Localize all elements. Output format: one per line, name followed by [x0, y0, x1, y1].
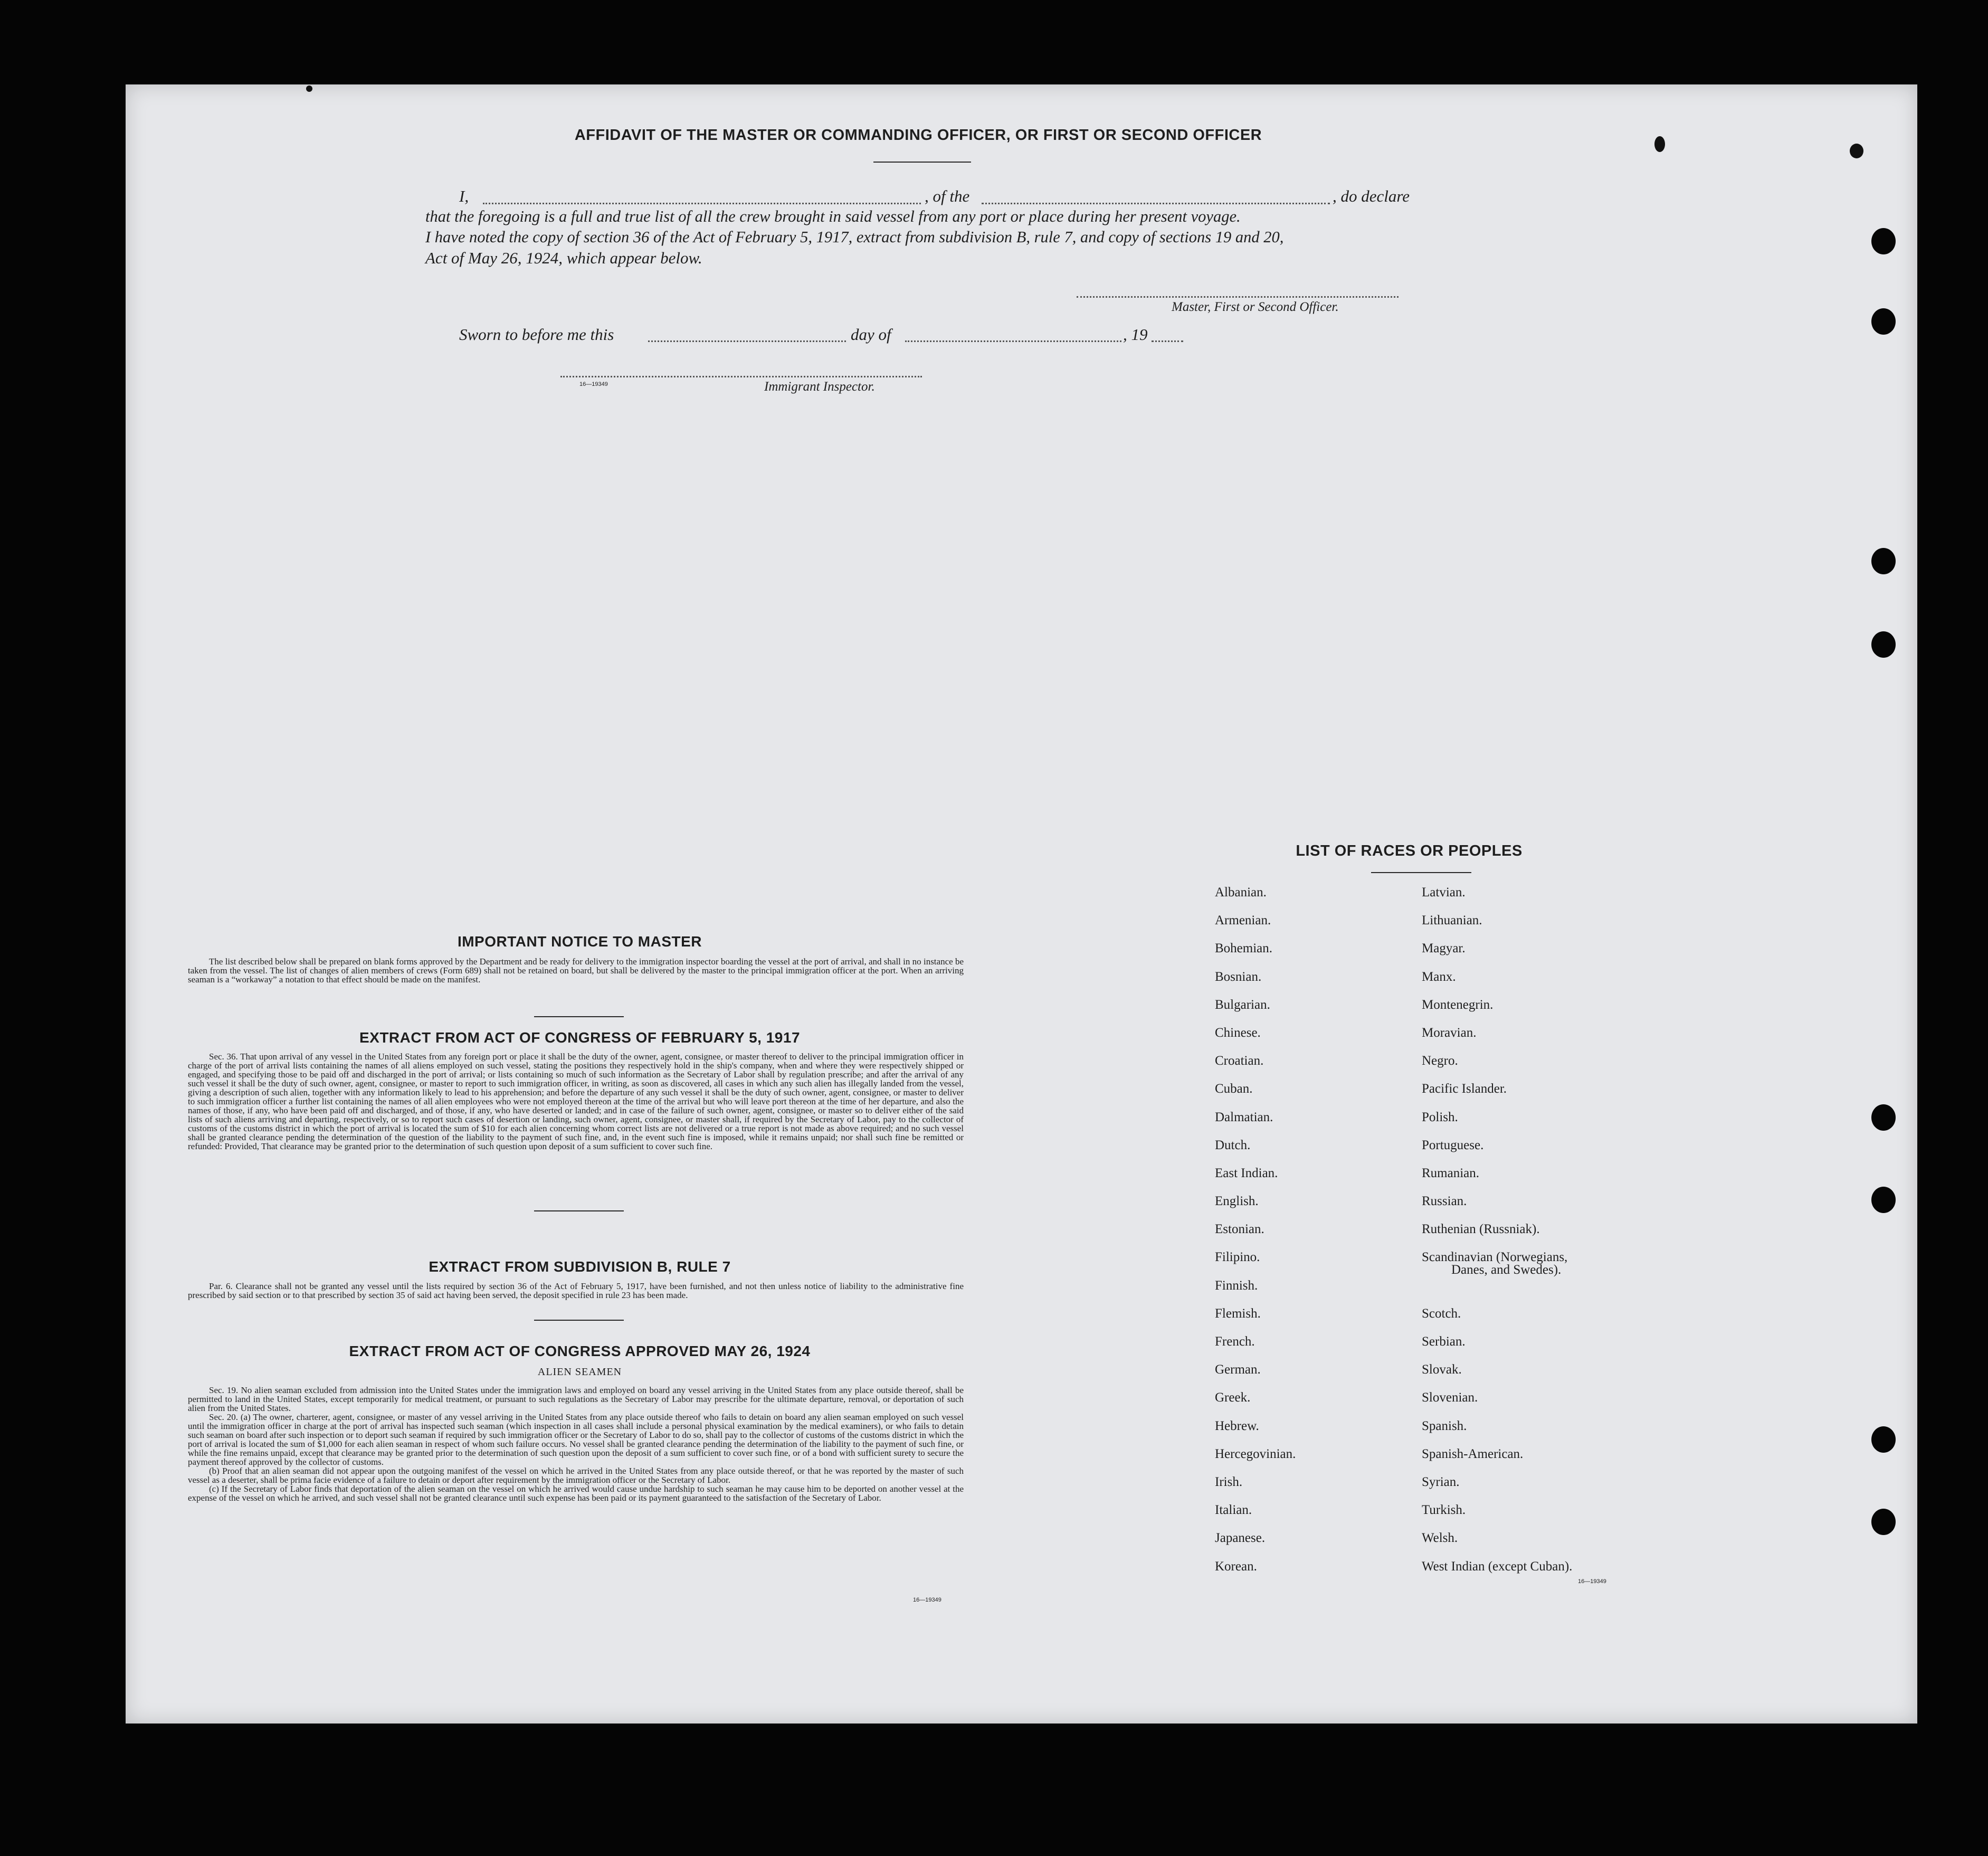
race-item: Serbian.	[1422, 1334, 1466, 1349]
race-item: Flemish.	[1215, 1306, 1261, 1321]
affidavit-line-4: Act of May 26, 1924, which appear below.	[425, 249, 702, 267]
notice-rule	[534, 1016, 624, 1017]
ink-speck	[1850, 144, 1863, 158]
extract-1924-text	[188, 1386, 964, 1502]
races-column-1	[1215, 884, 1296, 1586]
sec19-paragraph: Sec. 19. No alien seaman excluded from admission into the United States under the immigration laws and employed on board any vessel arriving in the United States from any place outside thereof, shall be permitted to land in the United States, except temporarily for medical treatment, or pursuant to such regulations as the Secretary of Labor may prescribe for the ultimate departure, removal, or deportation of such alien from the United States.	[188, 1385, 964, 1413]
par6-paragraph: Par. 6. Clearance shall not be granted any vessel until the lists required by section 36 of the Act of February 5, 1917, have been furnished, and not then unless notice of liability to the administrative fine prescribed by said section or to that prescribed by section 35 of said act having been served, the deposit specified in rule 23 has been made.	[188, 1281, 964, 1300]
race-item: Hercegovinian.	[1215, 1446, 1296, 1461]
race-item: Dutch.	[1215, 1138, 1251, 1152]
race-item: Spanish.	[1422, 1418, 1467, 1433]
race-item: Portuguese.	[1422, 1138, 1484, 1152]
race-item: West Indian (except Cuban).	[1422, 1559, 1573, 1574]
race-item: Montenegrin.	[1422, 997, 1494, 1012]
sworn-year-blank	[1152, 340, 1183, 342]
sworn-day-of: day of	[851, 325, 891, 344]
race-item: Cuban.	[1215, 1082, 1253, 1096]
inspector-label: Immigrant Inspector.	[764, 380, 875, 394]
sworn-prefix: Sworn to before me this	[459, 325, 614, 344]
race-item: Korean.	[1215, 1559, 1257, 1574]
affidavit-i: I,	[459, 187, 469, 205]
race-item: French.	[1215, 1334, 1255, 1349]
punch-hole	[1871, 308, 1896, 335]
alien-seamen-subtitle: ALIEN SEAMEN	[537, 1366, 622, 1378]
race-item: Moravian.	[1422, 1025, 1477, 1040]
extract-rule7-text	[188, 1282, 964, 1300]
race-item: East Indian.	[1215, 1166, 1278, 1180]
race-item: Syrian.	[1422, 1474, 1460, 1489]
race-item: Italian.	[1215, 1503, 1252, 1518]
race-item: Dalmatian.	[1215, 1110, 1273, 1124]
race-item: Japanese.	[1215, 1531, 1266, 1546]
signature-label: Master, First or Second Officer.	[1172, 300, 1339, 314]
race-item: Manx.	[1422, 969, 1456, 984]
race-item: Armenian.	[1215, 913, 1271, 928]
race-item: German.	[1215, 1362, 1261, 1377]
race-item: Spanish-American.	[1422, 1446, 1524, 1461]
race-item: Hebrew.	[1215, 1418, 1259, 1433]
punch-hole	[1871, 548, 1896, 574]
race-item: Chinese.	[1215, 1025, 1261, 1040]
race-item: Ruthenian (Russniak).	[1422, 1222, 1540, 1237]
inspector-signature-blank	[560, 376, 922, 377]
ink-speck	[306, 86, 312, 92]
punch-hole	[1871, 1509, 1896, 1535]
race-item: Latvian.	[1422, 885, 1466, 899]
sec20a-paragraph: Sec. 20. (a) The owner, charterer, agent, consignee, or master of any vessel arriving in the United States from any place outside thereof who fails to detain on board any alien seaman employed on such vessel until the immigration officer in charge at the port of arrival has inspected such seaman (which inspection in all cases shall include a personal physical examination by the medical examiners), or who fails to detain such seaman on board after such inspection or to deport such seaman if required by such immigration officer or the Secretary of Labor to do so, shall pay to the collector of customs of the customs district in which the port of arrival is located the sum of $1,000 for each alien seaman in respect of whom such failure occurs. No vessel shall be granted clearance pending the determination of the liability to the payment of such fine, or while the fine remains unpaid, except that clearance may be granted prior to the determination of such question upon the deposit of a sum sufficient to cover such fine, or of a bond with sufficient surety to secure the payment thereof approved by the collector of customs.	[188, 1412, 964, 1467]
race-item-continuation: Danes, and Swedes).	[1451, 1263, 1562, 1277]
race-item: Pacific Islander.	[1422, 1082, 1507, 1096]
race-item: Russian.	[1422, 1194, 1467, 1209]
race-item: Finnish.	[1215, 1278, 1258, 1293]
races-rule	[1371, 872, 1471, 873]
extract-1917-title: EXTRACT FROM ACT OF CONGRESS OF FEBRUARY 5, 1917	[359, 1029, 801, 1046]
sworn-day-blank	[648, 340, 846, 342]
sworn-year: , 19	[1123, 325, 1148, 344]
notice-text	[188, 957, 964, 984]
race-item: Negro.	[1422, 1054, 1458, 1068]
race-item: English.	[1215, 1194, 1259, 1209]
punch-hole	[1871, 228, 1896, 254]
race-item: Magyar.	[1422, 941, 1466, 956]
races-title: LIST OF RACES OR PEOPLES	[1296, 842, 1523, 859]
vessel-blank	[982, 203, 1330, 204]
race-item: Irish.	[1215, 1474, 1243, 1489]
race-item: Filipino.	[1215, 1250, 1260, 1265]
affidavit-title: AFFIDAVIT OF THE MASTER OR COMMANDING OFFICER, OR FIRST OR SECOND OFFICER	[574, 127, 1262, 144]
race-item: Turkish.	[1422, 1503, 1466, 1518]
punch-hole	[1871, 631, 1896, 658]
extract-form-number: 16—19349	[913, 1597, 941, 1603]
sec36-paragraph: Sec. 36. That upon arrival of any vessel in the United States from any foreign port or place it shall be the duty of the owner, agent, consignee, or master thereof to deliver to the principal immigration officer in charge of the port of arrival lists containing the names of all aliens employed on such vessel, stating the positions they respectively hold in the ship's company, when and where they were respectively shipped or engaged, and specifying those to be paid off and discharged in the port of arrival; or lists containing so much of such information as the Secretary of Labor shall by regulation prescribe; and after the arrival of any such vessel it shall be the duty of such owner, agent, consignee, or master to report to such immigration officer, in writing, as soon as discovered, all cases in which any such alien has illegally landed from the vessel, giving a description of such alien, together with any information likely to lead to his apprehension; and before the departure of any such vessel it shall be the duty of such owner, agent, consignee, or master to deliver to such immigration officer a further list containing the names of all alien employees who were not employed thereon at the time of the arrival but who will leave port thereon at the time of her departure, and also the names of those, if any, who have been paid off and discharged, and of those, if any, who have deserted or landed; and in case of the failure of such owner, agent, consignee, or master so to deliver either of the said lists of such aliens arriving and departing, respectively, or so to report such cases of desertion or landing, such owner, agent, consignee, or master shall, if required by the Secretary of Labor, pay to the collector of customs of the customs district in which the port of arrival is located the sum of $10 for each alien concerning whom correct lists are not delivered or a true report is not made as above required; and no such vessel shall be granted clearance pending the determination of the question of the liability to the payment of such fine, and, in the event such fine is imposed, while it remains unpaid; nor shall such fine be remitted or refunded: Provided, That clearance may be granted prior to the determination of such question upon deposit of a sum sufficient to cover such fine.	[188, 1052, 964, 1151]
race-item: Albanian.	[1215, 885, 1267, 899]
race-item: Bohemian.	[1215, 941, 1273, 956]
affidavit-form-number: 16—19349	[579, 381, 608, 387]
extract-1917-rule	[534, 1210, 624, 1211]
race-item: Lithuanian.	[1422, 913, 1482, 928]
signature-blank	[1077, 296, 1399, 298]
race-item: Polish.	[1422, 1110, 1458, 1124]
affidavit-do-declare: , do declare	[1333, 187, 1410, 205]
extract-rule7-title: EXTRACT FROM SUBDIVISION B, RULE 7	[429, 1258, 731, 1275]
race-item: Welsh.	[1422, 1531, 1458, 1546]
affidavit-line-2: that the foregoing is a full and true list of all the crew brought in said vessel from any port or place during her present voyage.	[425, 207, 1241, 225]
sec20c-paragraph: (c) If the Secretary of Labor finds that deportation of the alien seaman on the vessel on which he arrived would cause undue hardship to such seaman he may cause him to be deported on another vessel at the expense of the vessel on which he arrived, and such vessel shall not be granted clearance until such expense has been paid or its payment guaranteed to the satisfaction of the Secretary of Labor.	[188, 1484, 964, 1503]
race-item-line: Scandinavian (Norwegians,	[1422, 1250, 1568, 1265]
race-item: Croatian.	[1215, 1054, 1264, 1068]
punch-hole	[1871, 1187, 1896, 1213]
race-item: Slovenian.	[1422, 1390, 1478, 1405]
ink-speck	[1654, 136, 1665, 152]
race-item	[1422, 1249, 1572, 1305]
extract-rule7-rule	[534, 1320, 624, 1321]
name-blank	[483, 203, 921, 204]
sworn-month-blank	[905, 340, 1121, 342]
extract-1917-text	[188, 1052, 964, 1151]
race-item: Greek.	[1215, 1390, 1251, 1405]
race-item: Bulgarian.	[1215, 997, 1270, 1012]
races-form-number: 16—19349	[1578, 1578, 1606, 1585]
notice-paragraph: The list described below shall be prepared on blank forms approved by the Department and be ready for delivery to the immigration inspector boarding the vessel at the port of arrival, and shall in no instance be taken from the vessel. The list of changes of alien members of crews (Form 689) shall not be retained on board, but shall be delivered by the master to the principal immigration officer at the port. When an arriving seaman is a “workaway” a notation to that effect should be made on the manifest.	[188, 957, 964, 984]
race-item: Bosnian.	[1215, 969, 1262, 984]
punch-hole	[1871, 1104, 1896, 1131]
race-item: Estonian.	[1215, 1222, 1264, 1237]
affidavit-of-the: , of the	[925, 187, 970, 205]
race-item: Rumanian.	[1422, 1166, 1480, 1180]
punch-hole	[1871, 1426, 1896, 1453]
race-item: Scotch.	[1422, 1306, 1461, 1321]
extract-1924-title: EXTRACT FROM ACT OF CONGRESS APPROVED MAY 26, 1924	[349, 1343, 811, 1359]
races-column-2	[1422, 884, 1572, 1586]
race-item: Slovak.	[1422, 1362, 1462, 1377]
notice-title: IMPORTANT NOTICE TO MASTER	[457, 933, 702, 950]
title-rule	[873, 162, 971, 163]
affidavit-line-3: I have noted the copy of section 36 of the Act of February 5, 1917, extract from subdivision B, rule 7, and copy of sections 19 and 20,	[425, 228, 1284, 246]
sec20b-paragraph: (b) Proof that an alien seaman did not appear upon the outgoing manifest of the vessel on which he arrived in the United States from any place outside thereof, or that he was reported by the master of such vessel as a deserter, shall be prima facie evidence of a failure to detain or deport after requirement by the immigration officer or the Secretary of Labor.	[188, 1466, 964, 1485]
